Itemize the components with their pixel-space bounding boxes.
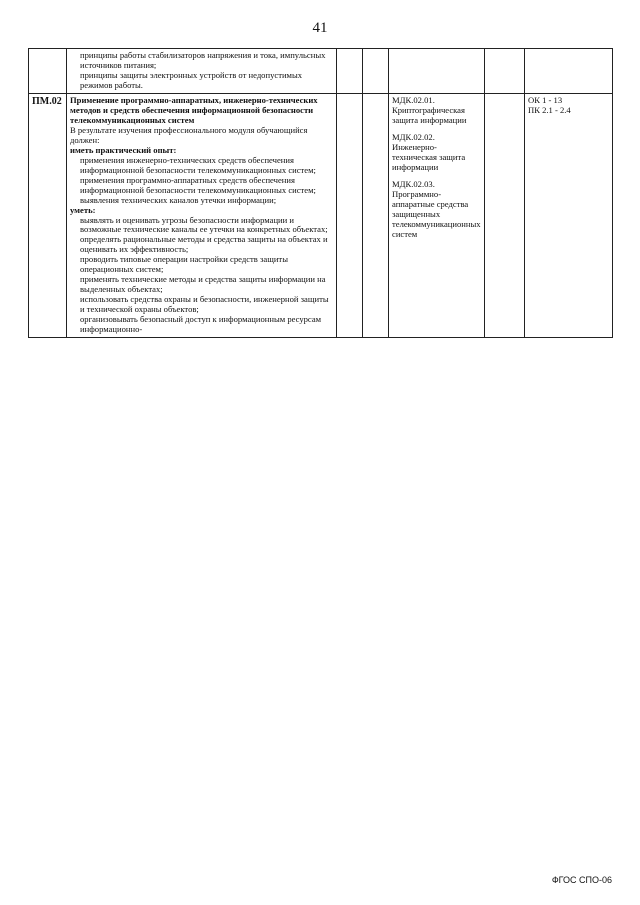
- cell-empty: [337, 93, 363, 337]
- skill-item: применять технические методы и средства защиты информации на выделенных объектах;: [80, 274, 326, 295]
- previous-line-2: принципы защиты электронных устройств от недопустимых режимов работы.: [80, 69, 303, 90]
- mdk-name: Инженерно-техническая защита информации: [392, 141, 466, 172]
- skill-item: организовывать безопасный доступ к информационным ресурсам информационно-: [80, 314, 322, 335]
- mdk-code: МДК.02.02.: [392, 131, 435, 142]
- competency-general: ОК 1 - 13: [528, 94, 563, 105]
- cell-previous-description: [67, 49, 337, 94]
- skill-item: использовать средства охраны и безопасности, инженерной защиты и технической охраны объектов;: [80, 294, 329, 315]
- mdk-name: Криптографическая защита информации: [392, 104, 467, 125]
- mdk-code: МДК.02.03.: [392, 178, 435, 189]
- mdk-item: [392, 96, 481, 126]
- cell-competencies: [525, 93, 613, 337]
- practical-item: применения инженерно-технических средств обеспечения информационной безопасности телекоммуникационных систем;: [80, 154, 316, 175]
- cell-empty: [337, 49, 363, 94]
- module-intro: В результате изучения профессионального модуля обучающийся должен:: [70, 124, 308, 145]
- practical-heading: иметь практический опыт:: [70, 144, 177, 155]
- cell-code-empty: [29, 49, 67, 94]
- cell-empty: [363, 49, 389, 94]
- mdk-item: [392, 133, 481, 173]
- cell-empty: [485, 93, 525, 337]
- mdk-item: [392, 180, 481, 240]
- cell-mdk-list: [389, 93, 485, 337]
- cell-empty: [485, 49, 525, 94]
- cell-empty: [389, 49, 485, 94]
- previous-line-1: принципы работы стабилизаторов напряжения и тока, импульсных источников питания;: [80, 50, 326, 70]
- table-row-module: [29, 93, 613, 337]
- page-number: 41: [312, 20, 328, 36]
- mdk-code: МДК.02.01.: [392, 94, 435, 105]
- skill-item: проводить типовые операции настройки средств защиты операционных систем;: [80, 254, 288, 275]
- cell-empty: [363, 93, 389, 337]
- module-code: ПМ.02: [32, 95, 62, 107]
- mdk-name: Программно-аппаратные средства защищенных телекоммуникационных систем: [392, 188, 481, 239]
- skill-item: выявлять и оценивать угрозы безопасности информации и возможные технические каналы ее утечки на конкретных объектах;: [80, 214, 328, 235]
- module-title: Применение программно-аппаратных, инженерно-технических методов и средств обеспечения информационной безопасности телекоммуникационных систем: [70, 94, 318, 125]
- competency-professional: ПК 2.1 - 2.4: [528, 104, 571, 115]
- cell-module-code: [29, 93, 67, 337]
- cell-empty: [525, 49, 613, 94]
- standard-code: ФГОС СПО-06: [551, 875, 612, 885]
- skill-item: определять рациональные методы и средства защиты на объектах и оценивать их эффективность;: [80, 234, 328, 255]
- cell-module-description: [67, 93, 337, 337]
- curriculum-table: [28, 48, 613, 338]
- practical-item: применения программно-аппаратных средств обеспечения информационной безопасности телекоммуникационных систем;: [80, 174, 316, 195]
- practical-item: выявления технических каналов утечки информации;: [80, 194, 277, 205]
- skills-heading: уметь:: [70, 204, 96, 215]
- table-row-previous: [29, 49, 613, 94]
